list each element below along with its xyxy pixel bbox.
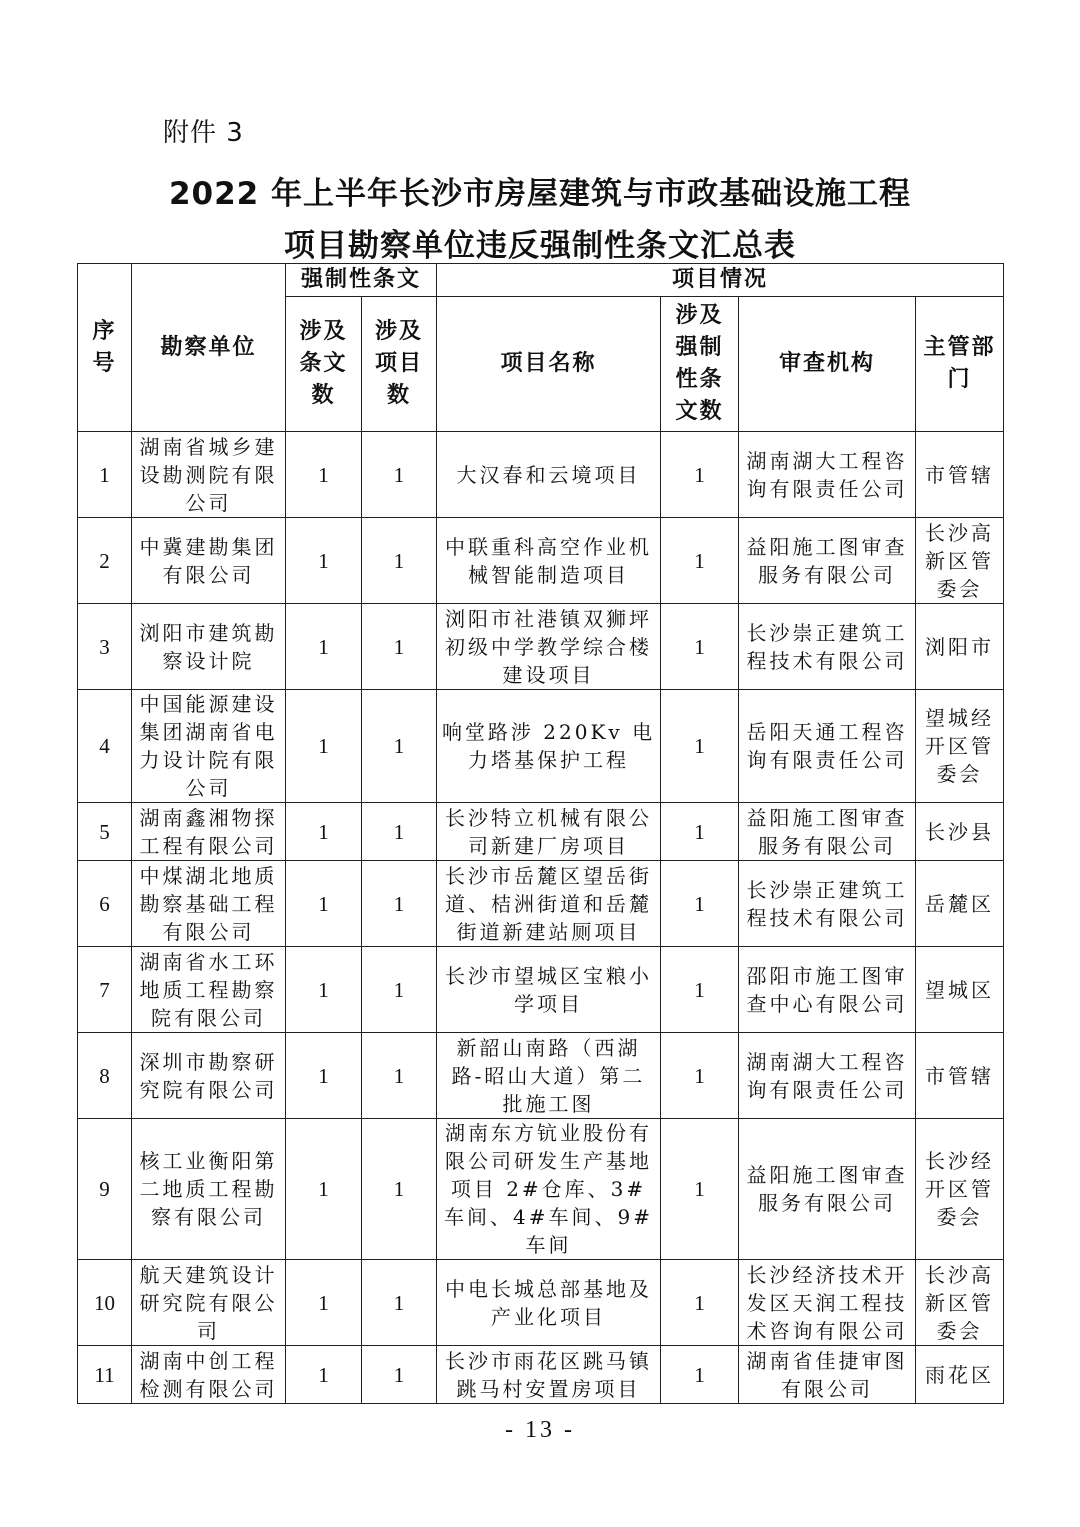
row-project-name: 大汉春和云境项目 <box>437 432 661 518</box>
row-review-agency: 岳阳天通工程咨询有限责任公司 <box>739 690 916 803</box>
row-project-count: 1 <box>362 1346 437 1404</box>
row-review-agency: 湖南省佳捷审图有限公司 <box>739 1346 916 1404</box>
row-project-clause-count: 1 <box>661 1346 739 1404</box>
row-review-agency: 益阳施工图审查服务有限公司 <box>739 1119 916 1260</box>
row-clause-count: 1 <box>286 1119 362 1260</box>
table-row <box>78 1346 1004 1404</box>
row-project-clause-count: 1 <box>661 690 739 803</box>
row-project-name: 湖南东方钪业股份有限公司研发生产基地项目 2#仓库、3#车间、4#车间、9#车间 <box>437 1119 661 1260</box>
row-project-name: 长沙特立机械有限公司新建厂房项目 <box>437 803 661 861</box>
document-title-line2: 项目勘察单位违反强制性条文汇总表 <box>284 228 796 264</box>
row-department: 浏阳市 <box>916 604 1004 690</box>
table-row <box>78 518 1004 604</box>
row-review-agency: 长沙崇正建筑工程技术有限公司 <box>739 861 916 947</box>
row-seq: 5 <box>78 803 132 861</box>
row-project-name: 长沙市望城区宝粮小学项目 <box>437 947 661 1033</box>
row-project-name: 浏阳市社港镇双狮坪初级中学教学综合楼建设项目 <box>437 604 661 690</box>
row-project-clause-count: 1 <box>661 861 739 947</box>
row-department: 长沙高新区管委会 <box>916 518 1004 604</box>
row-review-agency: 湖南湖大工程咨询有限责任公司 <box>739 432 916 518</box>
table-row <box>78 432 1004 518</box>
row-clause-count: 1 <box>286 1033 362 1119</box>
row-unit: 湖南鑫湘物探工程有限公司 <box>132 803 286 861</box>
row-clause-count: 1 <box>286 1346 362 1404</box>
row-clause-count: 1 <box>286 604 362 690</box>
page-number: - 13 - <box>505 1417 575 1443</box>
header-project-clause-count: 涉及强制性条文数 <box>661 297 739 432</box>
row-project-name: 长沙市岳麓区望岳街道、桔洲街道和岳麓街道新建站厕项目 <box>437 861 661 947</box>
table-row <box>78 1260 1004 1346</box>
header-project-count: 涉及项目数 <box>362 297 437 432</box>
row-department: 长沙经开区管委会 <box>916 1119 1004 1260</box>
table-row <box>78 803 1004 861</box>
row-seq: 1 <box>78 432 132 518</box>
header-department: 主管部门 <box>916 297 1004 432</box>
row-unit: 湖南省水工环地质工程勘察院有限公司 <box>132 947 286 1033</box>
row-review-agency: 长沙崇正建筑工程技术有限公司 <box>739 604 916 690</box>
row-department: 岳麓区 <box>916 861 1004 947</box>
row-seq: 10 <box>78 1260 132 1346</box>
row-seq: 4 <box>78 690 132 803</box>
row-project-count: 1 <box>362 690 437 803</box>
table-row <box>78 1033 1004 1119</box>
row-department: 长沙高新区管委会 <box>916 1260 1004 1346</box>
row-project-name: 中电长城总部基地及产业化项目 <box>437 1260 661 1346</box>
row-department: 雨花区 <box>916 1346 1004 1404</box>
row-department: 望城经开区管委会 <box>916 690 1004 803</box>
row-project-clause-count: 1 <box>661 1033 739 1119</box>
attachment-label: 附件 3 <box>163 118 244 148</box>
row-review-agency: 长沙经济技术开发区天润工程技术咨询有限公司 <box>739 1260 916 1346</box>
row-seq: 8 <box>78 1033 132 1119</box>
document-title-line1: 2022 年上半年长沙市房屋建筑与市政基础设施工程 <box>168 176 912 212</box>
row-clause-count: 1 <box>286 432 362 518</box>
row-unit: 深圳市勘察研究院有限公司 <box>132 1033 286 1119</box>
row-project-name: 长沙市雨花区跳马镇跳马村安置房项目 <box>437 1346 661 1404</box>
row-clause-count: 1 <box>286 861 362 947</box>
row-department: 市管辖 <box>916 1033 1004 1119</box>
header-project-group: 项目情况 <box>437 264 1004 297</box>
header-seq: 序号 <box>78 264 132 432</box>
row-department: 长沙县 <box>916 803 1004 861</box>
table-row <box>78 690 1004 803</box>
row-seq: 3 <box>78 604 132 690</box>
row-project-count: 1 <box>362 432 437 518</box>
table-row <box>78 947 1004 1033</box>
row-project-clause-count: 1 <box>661 1119 739 1260</box>
table-row <box>78 604 1004 690</box>
row-project-name: 响堂路涉 220Kv 电力塔基保护工程 <box>437 690 661 803</box>
table-row <box>78 861 1004 947</box>
row-clause-count: 1 <box>286 803 362 861</box>
row-project-clause-count: 1 <box>661 518 739 604</box>
row-project-clause-count: 1 <box>661 432 739 518</box>
row-clause-count: 1 <box>286 947 362 1033</box>
row-unit: 浏阳市建筑勘察设计院 <box>132 604 286 690</box>
row-project-clause-count: 1 <box>661 803 739 861</box>
table-row <box>78 1119 1004 1260</box>
row-clause-count: 1 <box>286 1260 362 1346</box>
row-project-clause-count: 1 <box>661 1260 739 1346</box>
header-review-agency: 审查机构 <box>739 297 916 432</box>
row-seq: 6 <box>78 861 132 947</box>
row-review-agency: 益阳施工图审查服务有限公司 <box>739 518 916 604</box>
row-unit: 中冀建勘集团有限公司 <box>132 518 286 604</box>
header-clause-count: 涉及条文数 <box>286 297 362 432</box>
row-project-count: 1 <box>362 861 437 947</box>
row-department: 望城区 <box>916 947 1004 1033</box>
row-review-agency: 益阳施工图审查服务有限公司 <box>739 803 916 861</box>
row-project-count: 1 <box>362 518 437 604</box>
header-mandatory-group: 强制性条文 <box>286 264 437 297</box>
row-unit: 核工业衡阳第二地质工程勘察有限公司 <box>132 1119 286 1260</box>
row-seq: 2 <box>78 518 132 604</box>
row-seq: 9 <box>78 1119 132 1260</box>
header-project-name: 项目名称 <box>437 297 661 432</box>
row-review-agency: 湖南湖大工程咨询有限责任公司 <box>739 1033 916 1119</box>
row-unit: 湖南省城乡建设勘测院有限公司 <box>132 432 286 518</box>
row-clause-count: 1 <box>286 690 362 803</box>
row-unit: 航天建筑设计研究院有限公司 <box>132 1260 286 1346</box>
header-unit: 勘察单位 <box>132 264 286 432</box>
row-unit: 中煤湖北地质勘察基础工程有限公司 <box>132 861 286 947</box>
table-body <box>78 432 1004 1404</box>
row-seq: 7 <box>78 947 132 1033</box>
row-project-clause-count: 1 <box>661 604 739 690</box>
row-unit: 中国能源建设集团湖南省电力设计院有限公司 <box>132 690 286 803</box>
row-project-name: 中联重科高空作业机械智能制造项目 <box>437 518 661 604</box>
row-review-agency: 邵阳市施工图审查中心有限公司 <box>739 947 916 1033</box>
row-unit: 湖南中创工程检测有限公司 <box>132 1346 286 1404</box>
row-project-count: 1 <box>362 1033 437 1119</box>
row-project-count: 1 <box>362 1119 437 1260</box>
row-seq: 11 <box>78 1346 132 1404</box>
row-project-count: 1 <box>362 604 437 690</box>
row-project-count: 1 <box>362 803 437 861</box>
violation-summary-table <box>77 263 1004 1404</box>
row-clause-count: 1 <box>286 518 362 604</box>
row-project-name: 新韶山南路（西湖路-昭山大道）第二批施工图 <box>437 1033 661 1119</box>
row-department: 市管辖 <box>916 432 1004 518</box>
row-project-count: 1 <box>362 1260 437 1346</box>
row-project-count: 1 <box>362 947 437 1033</box>
row-project-clause-count: 1 <box>661 947 739 1033</box>
